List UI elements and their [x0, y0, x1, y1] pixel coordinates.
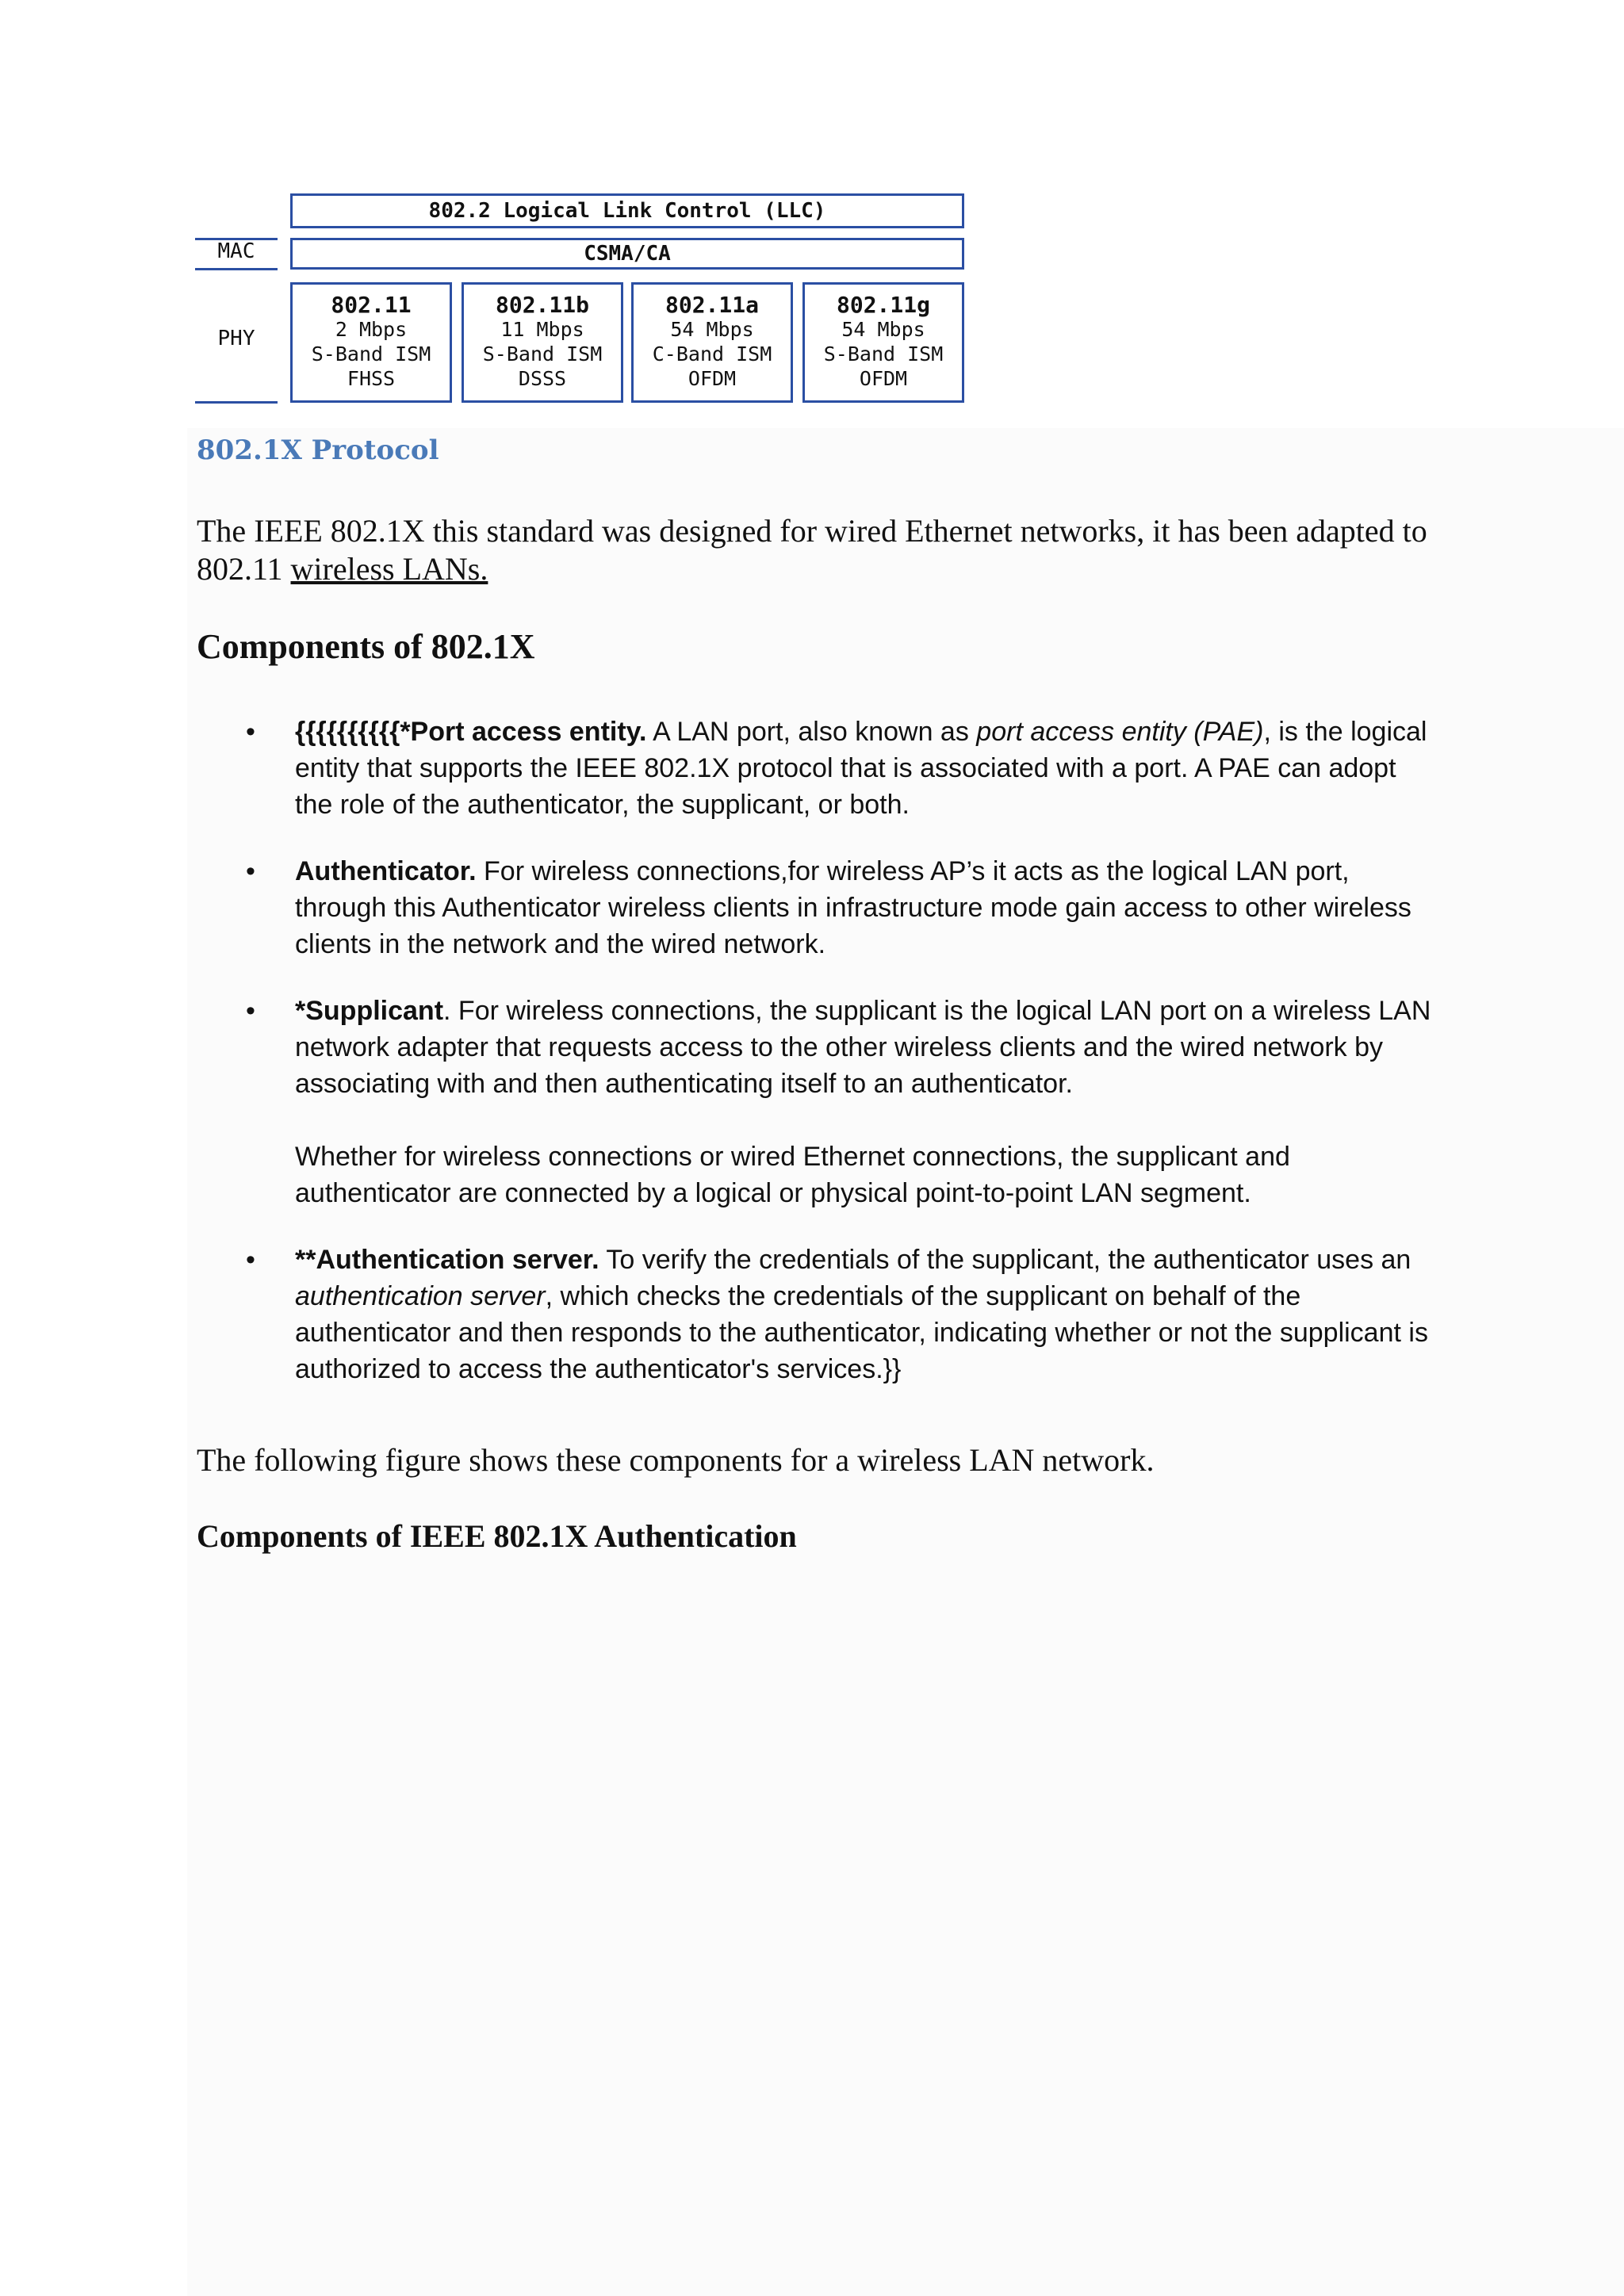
intro-paragraph — [197, 512, 1481, 588]
components-heading: Components of 802.1X — [197, 627, 535, 666]
phy-rate: 54 Mbps — [841, 318, 925, 341]
mac-bottom-rule — [195, 268, 278, 270]
list-spacer — [246, 1211, 1435, 1242]
pae-text-b: , is the logical entity that supports the IEEE 802.1X protocol that is associated with a port. A PAE can adopt the role of the authenticator, the supplicant, or both. — [295, 717, 1427, 820]
pae-emphasis: port access entity (PAE) — [976, 717, 1264, 747]
phy-standard: 802.11a — [665, 292, 759, 318]
phy-rate: 11 Mbps — [500, 318, 584, 341]
list-item-supplicant — [246, 993, 1435, 1211]
phy-band: S-Band ISM — [482, 342, 603, 365]
auth-server-text-a: To verify the credentials of the supplicant, the authenticator uses an — [599, 1245, 1411, 1275]
list-inner-spacer — [295, 1102, 1435, 1138]
phy-rate: 2 Mbps — [335, 318, 408, 341]
phy-standard: 802.11 — [331, 292, 412, 318]
bullet-marker: • — [246, 1245, 255, 1275]
auth-server-text-b: , which checks the credentials of the supplicant on behalf of the authenticator and then responds to the authenticator, indicating whether or not the supplicant is authorized to access the authenticator's services.}} — [295, 1281, 1428, 1384]
phy-band: C-Band ISM — [652, 342, 772, 365]
phy-modulation: DSSS — [518, 367, 567, 390]
phy-box-802-11 — [290, 282, 452, 403]
list-item-pae — [246, 714, 1435, 823]
wireless-lans-link[interactable]: wireless LANs. — [290, 551, 488, 587]
phy-rate: 54 Mbps — [670, 318, 754, 341]
supplicant-text: . For wireless connections, the supplicant is the logical LAN port on a wireless LAN network adapter that requests access to the other wireless clients and the wired network by associating with and then authenticating itself to an authenticator. — [295, 996, 1431, 1099]
bullet-marker: • — [246, 856, 255, 886]
list-spacer — [246, 962, 1435, 993]
bullet-marker: • — [246, 717, 255, 747]
phy-band: S-Band ISM — [823, 342, 944, 365]
phy-standard: 802.11b — [495, 292, 589, 318]
phy-modulation: OFDM — [688, 367, 737, 390]
phy-band: S-Band ISM — [311, 342, 431, 365]
components-list — [246, 714, 1435, 1387]
phy-modulation: FHSS — [347, 367, 396, 390]
pae-text-a: A LAN port, also known as — [646, 717, 977, 747]
supplicant-note: Whether for wireless connections or wired Ethernet connections, the supplicant and authenticator are connected by a logical or physical point-to-point LAN segment. — [295, 1142, 1290, 1208]
intro-text: The IEEE 802.1X this standard was designed for wired Ethernet networks, it has been adapted to 802.11 — [197, 513, 1427, 587]
phy-modulation: OFDM — [859, 367, 908, 390]
figure-heading: Components of IEEE 802.1X Authentication — [197, 1518, 797, 1554]
auth-server-term: **Authentication server. — [295, 1245, 599, 1275]
phy-label: PHY — [217, 327, 255, 350]
authenticator-term: Authenticator. — [295, 856, 477, 886]
llc-box: 802.2 Logical Link Control (LLC) — [290, 193, 964, 228]
auth-server-emphasis: authentication server — [295, 1281, 546, 1311]
figure-intro-paragraph: The following figure shows these components for a wireless LAN network. — [197, 1442, 1155, 1478]
phy-standard: 802.11g — [836, 292, 930, 318]
authenticator-text: For wireless connections,for wireless AP’s it acts as the logical LAN port, through this Authenticator wireless clients in infrastructure mode gain access to other wireless clients in the network and the wired network. — [295, 856, 1411, 959]
phy-box-802-11g — [802, 282, 964, 403]
bullet-marker: • — [246, 996, 255, 1026]
phy-bottom-rule — [195, 401, 278, 404]
phy-box-802-11b — [462, 282, 623, 403]
protocol-stack-diagram — [195, 193, 964, 406]
pae-term: {{{{{{{{{{*Port access entity. — [295, 717, 647, 747]
supplicant-term: *Supplicant — [295, 996, 444, 1026]
csma-box: CSMA/CA — [290, 238, 964, 270]
section-heading: 802.1X Protocol — [197, 434, 439, 466]
phy-box-802-11a — [631, 282, 793, 403]
list-spacer — [246, 823, 1435, 853]
list-item-auth-server — [246, 1242, 1435, 1387]
mac-label: MAC — [217, 239, 255, 263]
list-item-authenticator — [246, 853, 1435, 962]
